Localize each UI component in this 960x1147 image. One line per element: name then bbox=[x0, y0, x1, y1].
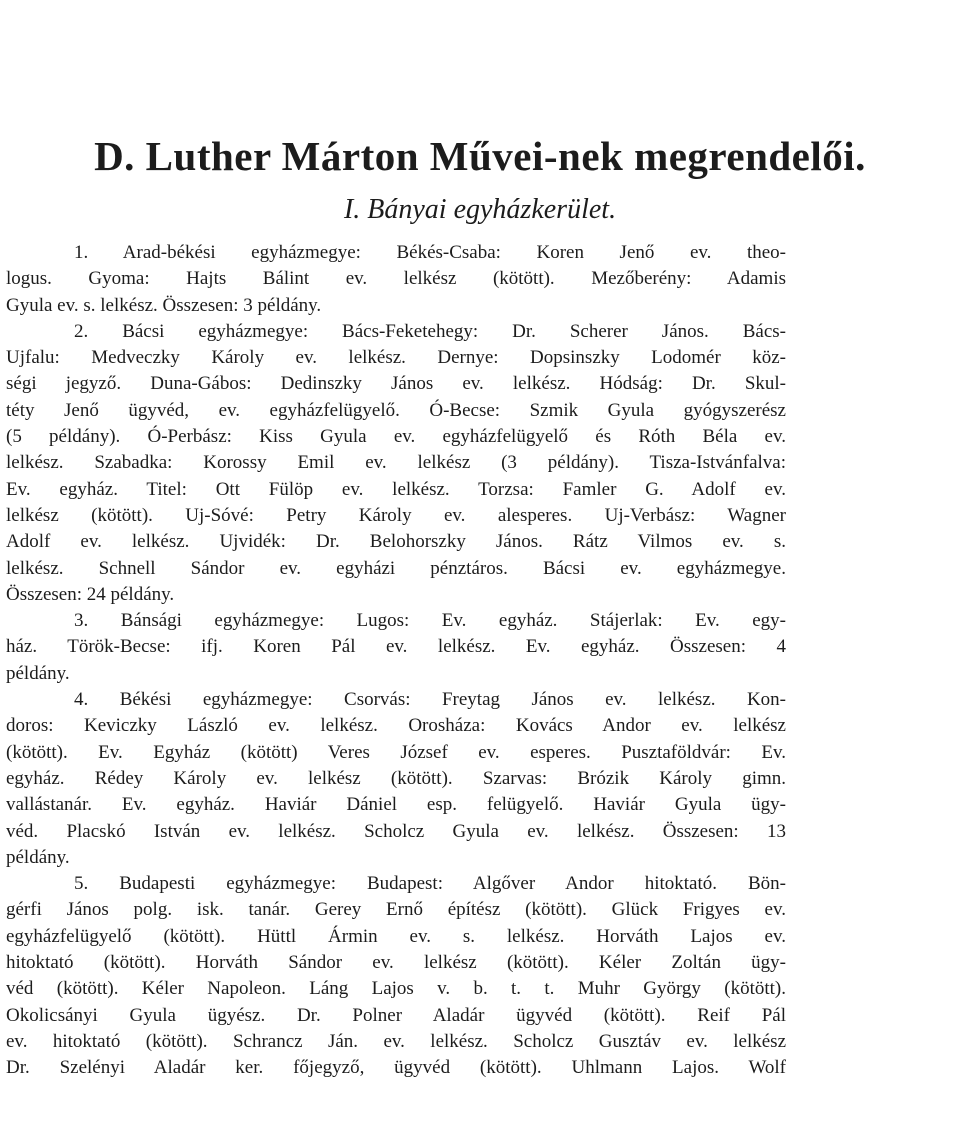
text-line: 4. Békési egyházmegye: Csorvás: Freytag János ev. lelkész. Kon- bbox=[74, 689, 786, 711]
text-line: példány. bbox=[6, 662, 70, 684]
text-line: Adolf ev. lelkész. Ujvidék: Dr. Belohorszky János. Rátz Vilmos ev. s. bbox=[6, 531, 786, 553]
text-line: Dr. Szelényi Aladár ker. főjegyző, ügyvéd (kötött). Uhlmann Lajos. Wolf bbox=[6, 1057, 786, 1079]
text-line: gérfi János polg. isk. tanár. Gerey Ernő építész (kötött). Glück Frigyes ev. bbox=[6, 899, 786, 921]
text-line: doros: Keviczky László ev. lelkész. Orosháza: Kovács Andor ev. lelkész bbox=[6, 715, 786, 737]
text-line: hitoktató (kötött). Horváth Sándor ev. lelkész (kötött). Kéler Zoltán ügy- bbox=[6, 952, 786, 974]
text-line: Gyula ev. s. lelkész. Összesen: 3 példány. bbox=[6, 294, 322, 316]
text-line: 3. Bánsági egyházmegye: Lugos: Ev. egyház. Stájerlak: Ev. egy- bbox=[74, 610, 786, 632]
text-line: téty Jenő ügyvéd, ev. egyházfelügyelő. Ó-Becse: Szmik Gyula gyógyszerész bbox=[6, 399, 786, 421]
text-line: 1. Arad-békési egyházmegye: Békés-Csaba: Koren Jenő ev. theo- bbox=[74, 242, 786, 263]
document-subtitle: I. Bányai egyházkerület. bbox=[343, 194, 617, 225]
text-line: Okolicsányi Gyula ügyész. Dr. Polner Aladár ügyvéd (kötött). Reif Pál bbox=[6, 1004, 786, 1026]
text-line: véd. Placskó István ev. lelkész. Scholcz Gyula ev. lelkész. Összesen: 13 bbox=[6, 820, 786, 842]
text-line: Ujfalu: Medveczky Károly ev. lelkész. Dernye: Dopsinszky Lodomér köz- bbox=[6, 347, 786, 369]
text-line: Összesen: 24 példány. bbox=[6, 583, 175, 605]
text-line: példány. bbox=[6, 846, 70, 868]
text-line: (5 példány). Ó-Perbász: Kiss Gyula ev. egyházfelügyelő és Róth Béla ev. bbox=[6, 426, 786, 448]
text-line: ev. hitoktató (kötött). Schrancz Ján. ev. lelkész. Scholcz Gusztáv ev. lelkész bbox=[6, 1030, 786, 1052]
text-line: lelkész. Schnell Sándor ev. egyházi pénztáros. Bácsi ev. egyházmegye. bbox=[6, 557, 786, 579]
document-body bbox=[6, 240, 786, 1082]
text-line: 2. Bácsi egyházmegye: Bács-Feketehegy: Dr. Scherer János. Bács- bbox=[74, 320, 786, 342]
text-line: lelkész (kötött). Uj-Sóvé: Petry Károly ev. alesperes. Uj-Verbász: Wagner bbox=[6, 504, 786, 526]
text-line: 5. Budapesti egyházmegye: Budapest: Algőver Andor hitoktató. Bön- bbox=[74, 873, 786, 895]
text-line: ségi jegyző. Duna-Gábos: Dedinszky János ev. lelkész. Hódság: Dr. Skul- bbox=[6, 373, 786, 395]
text-line: egyházfelügyelő (kötött). Hüttl Ármin ev. s. lelkész. Horváth Lajos ev. bbox=[6, 925, 786, 947]
text-line: lelkész. Szabadka: Korossy Emil ev. lelkész (3 példány). Tisza-Istvánfalva: bbox=[6, 452, 786, 474]
text-line: vallástanár. Ev. egyház. Haviár Dániel esp. felügyelő. Haviár Gyula ügy- bbox=[6, 794, 786, 816]
text-line: ház. Török-Becse: ifj. Koren Pál ev. lelkész. Ev. egyház. Összesen: 4 bbox=[6, 636, 786, 658]
text-line: egyház. Rédey Károly ev. lelkész (kötött). Szarvas: Brózik Károly gimn. bbox=[6, 767, 786, 789]
text-line: logus. Gyoma: Hajts Bálint ev. lelkész (kötött). Mezőberény: Adamis bbox=[6, 268, 786, 290]
document-title: D. Luther Márton Művei-nek megrendelői. bbox=[94, 133, 866, 179]
text-line: Ev. egyház. Titel: Ott Fülöp ev. lelkész. Torzsa: Famler G. Adolf ev. bbox=[6, 478, 786, 500]
text-line: véd (kötött). Kéler Napoleon. Láng Lajos v. b. t. t. Muhr György (kötött). bbox=[6, 978, 786, 1000]
text-line: (kötött). Ev. Egyház (kötött) Veres József ev. esperes. Pusztaföldvár: Ev. bbox=[6, 741, 786, 763]
